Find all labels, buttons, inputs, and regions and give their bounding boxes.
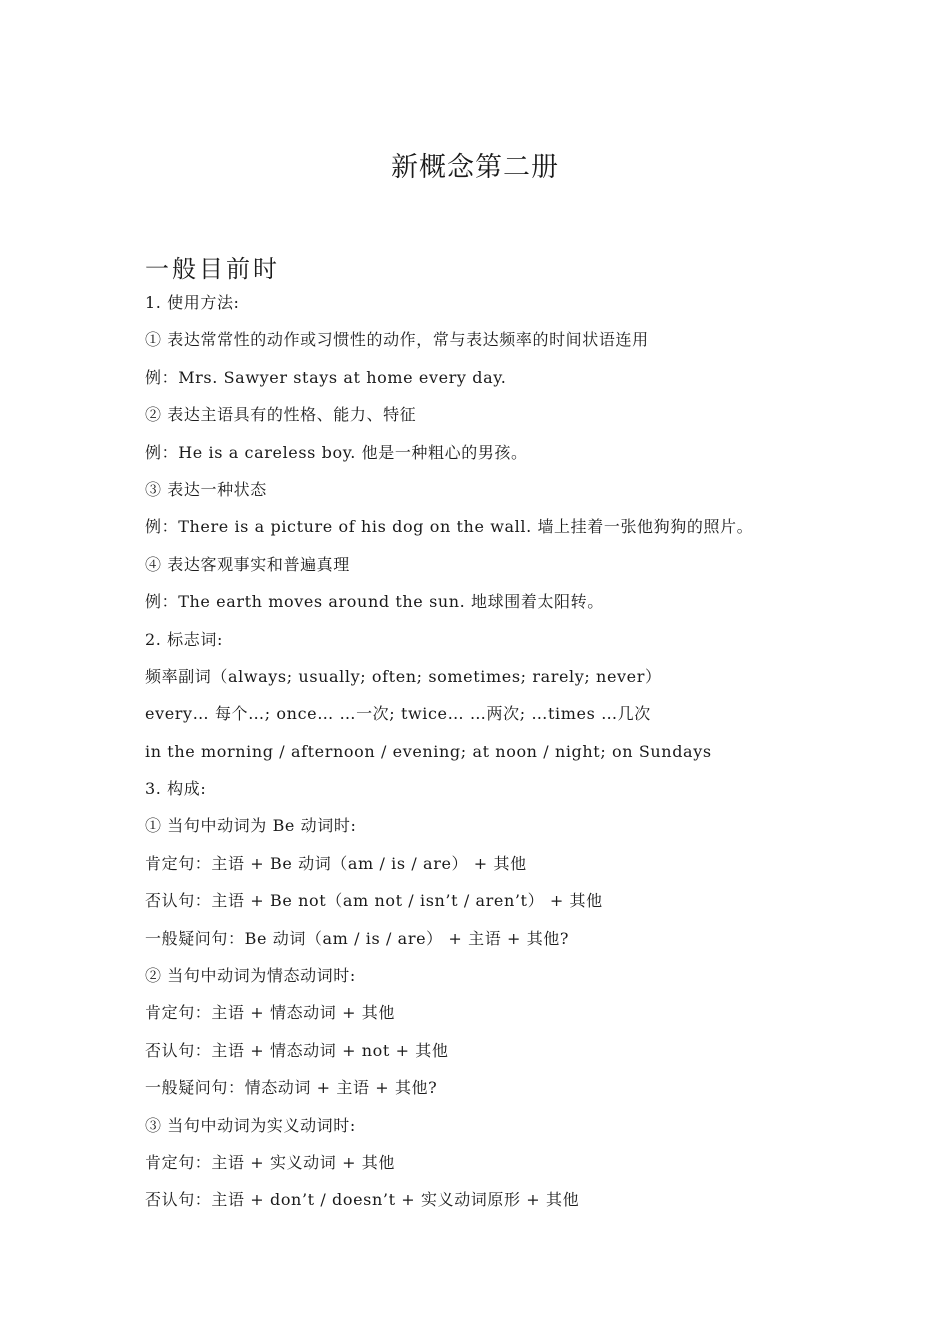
body-line: ① 当句中动词为 Be 动词时: bbox=[145, 816, 357, 836]
body-line: ③ 表达一种状态 bbox=[145, 479, 267, 499]
body-line: ② 表达主语具有的性格、能力、特征 bbox=[145, 405, 417, 425]
body-line: 否认句：主语 + Be not（am not / isn’t / aren’t） + 其他 bbox=[145, 891, 603, 911]
body-line: ② 当句中动词为情态动词时: bbox=[145, 966, 356, 986]
body-line: in the morning / afternoon / evening; at noon / night; on Sundays bbox=[145, 741, 712, 761]
body-line: 3. 构成: bbox=[145, 779, 207, 799]
body-line: 一般疑问句：情态动词 + 主语 + 其他? bbox=[145, 1078, 438, 1098]
body-line: 2. 标志词: bbox=[145, 629, 223, 649]
body-line: 肯定句：主语 + 实义动词 + 其他 bbox=[145, 1152, 395, 1172]
body-line: 肯定句：主语 + 情态动词 + 其他 bbox=[145, 1003, 395, 1023]
body-line: 1. 使用方法: bbox=[145, 293, 240, 312]
body-line: 例：The earth moves around the sun. 地球围着太阳转。 bbox=[145, 592, 604, 612]
body-line: 例：There is a picture of his dog on the wall. 墙上挂着一张他狗狗的照片。 bbox=[145, 517, 754, 537]
section-heading: 一般目前时 bbox=[145, 254, 280, 283]
body-line: ④ 表达客观事实和普遍真理 bbox=[145, 554, 350, 574]
body-line: 肯定句：主语 + Be 动词（am / is / are） + 其他 bbox=[145, 853, 527, 873]
body-line: 例：He is a careless boy. 他是一种粗心的男孩。 bbox=[145, 442, 528, 462]
body-lines bbox=[145, 290, 845, 1225]
body-line: ① 表达常常性的动作或习惯性的动作，常与表达频率的时间状语连用 bbox=[145, 330, 649, 350]
document-title: 新概念第二册 bbox=[391, 152, 559, 184]
body-line: 频率副词（always; usually; often; sometimes; rarely; never） bbox=[145, 666, 662, 686]
body-line: 否认句：主语 + 情态动词 + not + 其他 bbox=[145, 1040, 449, 1060]
body-line: 否认句：主语 + don’t / doesn’t + 实义动词原形 + 其他 bbox=[145, 1190, 580, 1210]
body-line: 例：Mrs. Sawyer stays at home every day. bbox=[145, 367, 507, 387]
body-line: ③ 当句中动词为实义动词时: bbox=[145, 1115, 356, 1135]
body-line: every… 每个…; once… …一次; twice… …两次; …times …几次 bbox=[145, 704, 651, 724]
body-line: 一般疑问句：Be 动词（am / is / are） + 主语 + 其他? bbox=[145, 928, 570, 948]
